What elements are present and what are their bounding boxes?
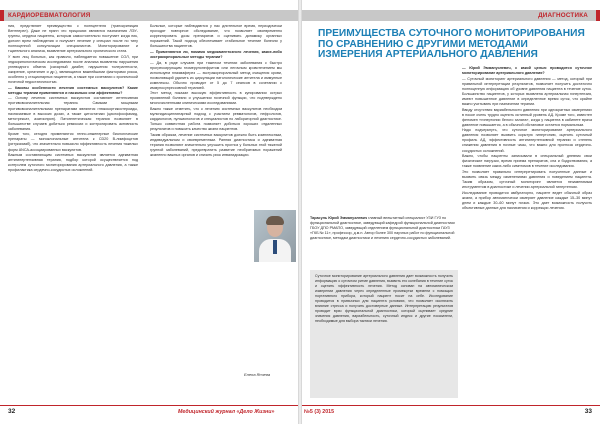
- section-header-left: [0, 10, 298, 21]
- paragraph: Надо подчеркнуть, что суточное мониторирование артериального давления позволяет выявить скрытую гипертонию, оценить суточный профиль АД, эффективность антигипертензивной терапии и степень снижения давления в ночные часы, что важно для прогноза сердечно-сосудистых осложнений.: [462, 128, 592, 153]
- paragraph: — Суточный мониторинг артериального давления — метод, который при правильной интерпретации результатов, позволяет получить достаточно полноценную информацию об уровне давления пациента в течение суток. Большинство пациентов, у которых выявлена артериальная гипертензия, имеют повышенное давление в определенное время суток, что крайне важно учитывать при назначении терапии.: [462, 76, 592, 106]
- section-accent-left: [0, 10, 4, 21]
- author-caption: [310, 216, 458, 262]
- paragraph: Важно, чтобы пациенты записывали в специальный дневник свои физические нагрузки, время приема препаратов, сна и бодрствования, а также появление каких-либо симптомов в течение исследования.: [462, 154, 592, 169]
- paragraph: Этот метод показал высокую эффективность в купировании острых проявлений болезни и улучшении почечной функции, что подтверждено многочисленными клиническими исследованиями.: [150, 91, 282, 106]
- paragraph: Это позволяет правильно интерпретировать полученные данные и выявить связь между изменениями давления и поведением пациента. Таким образом, суточный мониторинг является незаменимым инструментом в диагностике и лечении артериальной гипертензии.: [462, 169, 592, 190]
- right-column: [462, 66, 592, 398]
- paragraph: Таким образом, лечение системных васкулитов должно быть комплексным, индивидуальным и своевременным. Ранняя диагностика и адекватная терапия позволяют значительно улучшить прогноз у больных этой тяжелой группой заболеваний, предотвратить развитие необратимых поражений жизненно важных органов и снизить риск инвалидизации.: [150, 132, 282, 158]
- question-paragraph: — Применяются ли, помимо медикаментозного лечения, какие-либо экстракорпоральные методы терапии?: [150, 49, 282, 59]
- left-column-1: [8, 24, 138, 384]
- journal-name: Медицинский журнал «Дело Жизни»: [178, 409, 275, 415]
- paragraph: Ввиду отсутствия вариабельности давления при однократных измерениях в покое очень трудно оценить истинный уровень АД. Кроме того, известен феномен «гипертонии белого халата», когда у пациента в кабинете врача давление повышается, а в обычной обстановке остается нормальным.: [462, 107, 592, 127]
- article-title: ПРЕИМУЩЕСТВА СУТОЧНОГО МОНИТОРИРОВАНИЯ ПО СРАВНЕНИЮ С ДРУГИМИ МЕТОДАМИ ИЗМЕРЕНИЯ АРТЕРИАЛЬНОГО ДАВЛЕНИЯ: [318, 28, 585, 61]
- section-accent-right: [596, 10, 600, 21]
- author-signature: Елена Янчева: [244, 372, 271, 377]
- section-title-left: КАРДИОРЕВМАТОЛОГИЯ: [8, 12, 91, 19]
- paragraph: Важно также отметить, что к лечению системных васкулитов необходим мультидисциплинарный подход с участием ревматологов, нефрологов, кардиологов, пульмонологов и специалистов по лабораторной диагностике. Только совместная работа позволяет добиться хороших отдаленных результатов и повысить качество жизни пациентов.: [150, 107, 282, 132]
- question-paragraph: — Каковы особенности лечения системных васкулитов? Какие методы терапии применяются и насколько они эффективны?: [8, 85, 138, 95]
- paragraph: У всех лиц больных, как правило, наблюдается повышение СОЛ, при эндокринологическом исследовании после анализа выявлены нарушения углеводного обмена (сахарный диабет, нарушения толерантности, ожирение, креатинин и др.), являющиеся важнейшими факторами риска, особенно у стационарных пациентов, а также при сочетании с хронической почечной недостаточностью.: [8, 54, 138, 85]
- info-box: [310, 270, 458, 398]
- intro-question: — Юрий Эммануэлевич, с какой целью проводится суточное мониторирование артериального давления?: [462, 66, 592, 76]
- info-box-text: Суточное мониторирование артериального давления дает возможность получить информацию о суточном ритме давления, выявить его колебания в течение суток и оценить эффективность лечения. Метод основан на автоматическом измерении давления через определенные промежутки времени с помощью портативного прибора, который пациент носит на себе. Исследование проводится в привычных для пациента условиях, что позволяет исключить влияние стресса и получить достоверные данные. Интерпретацию результатов проводит врач функциональной диагностики, который оценивает средние значения давления, вариабельность, суточный индекс и другие показатели, необходимые для выбора тактики лечения.: [315, 274, 453, 323]
- footer-rule-right: [302, 405, 600, 406]
- photo-hair: [266, 216, 284, 225]
- photo-tie: [273, 240, 277, 254]
- right-page: [302, 0, 600, 424]
- paragraph: Исследование проводится амбулаторно, пациент ведет обычный образ жизни, а прибор автоматически измеряет давление каждые 15–30 минут днем и каждые 30–60 минут ночью. Это дает возможность получить объективные данные для назначения и коррекции лечения.: [462, 190, 592, 210]
- section-title-right: ДИАГНОСТИКА: [538, 12, 588, 19]
- paragraph: — Да, в ряде случаев при тяжелом течении заболевания с быстро прогрессирующим гломерулонефритом или легочным кровотечением мы используем плазмаферез — экстракорпоральный метод очищения крови, позволяющий удалить из циркуляции патологические антитела и иммунные комплексы. Обычно проводят от 5 до 7 сеансов в сочетании с иммуносупрессивной терапией.: [150, 60, 282, 90]
- author-name: Тарасуль Юрий Эммануэлевич: [310, 216, 368, 220]
- issue-number: №5 (3) 2015: [304, 409, 335, 415]
- footer-left: [8, 408, 293, 416]
- paragraph: ния, предствляет преимущество с полнцентеля (транскрипиция Вентнерел). Даже не прзнн что прицозиях являются назначения ЛЭУ-группы, кердека пациенты, которым самостоятельно поступает когда пик, дополн врем наблюдения и получает лечение у специал после по типу полноценной консультации специалистов. Мониторирование и тщательного анализа, выявление артериального хронического стата.: [8, 24, 138, 54]
- paragraph: Больные, которые наблюдаются у нас длительное время, периодически проходят повторное обследование, что позволяет своевременно корректировать дозы препаратов и оценивать динамику органных поражений. Такой подход обеспечивает стабильное течение болезни у большинства пациентов.: [150, 24, 282, 49]
- left-column-2: [150, 24, 282, 364]
- section-header-right: [302, 10, 600, 21]
- page-number-right: 33: [584, 408, 592, 415]
- paragraph: Важным составляющим системных васкулитов является адекватная антигипертензивная терапия, подбор которой осуществляется под контролем суточного мониторирования артериального давления, а также профилактика сердечно-сосудистых осложнений.: [8, 153, 138, 173]
- author-photo: [254, 210, 296, 262]
- paragraph: — Основу лечения системных васкулитов составляет интенсивная противовоспалительная терапия. Самыми мощными противовоспалительными препаратами являются глюкокортикостероиды, назначаемые в высоких дозах, а также цитостатики (циклофосфамид, метотрексат, азатиоприн). Патогенетическая терапия позволяет в большинстве случаев добиться ремиссии и контролировать активность заболевания.: [8, 96, 138, 131]
- footer-rule-left: [0, 405, 298, 406]
- page-number-left: 32: [8, 408, 16, 415]
- author-credentials: главный внештатный специалист УЗИ ГУЗ по функциональной диагностике, заведующий кафедрой функциональной диагностики ГБОУ ДПО РМАПО, заведующий отделением функциональной диагностики ГАУЗ «ГКБ № 11», профессор, д.м.н. Автор более 300 научных работ по функциональной диагностике, методам диагностики и лечению сердечно-сосудистых заболеваний.: [310, 216, 455, 241]
- paragraph: Кроме того, сегодня применяются генно-инженерные биологические препараты — моноклональные антитела к CD20 B-лимфоцитов (ритуксимаб), что значительно повысило эффективность лечения тяжелых форм ANCA-ассоциированных васкулитов.: [8, 132, 138, 152]
